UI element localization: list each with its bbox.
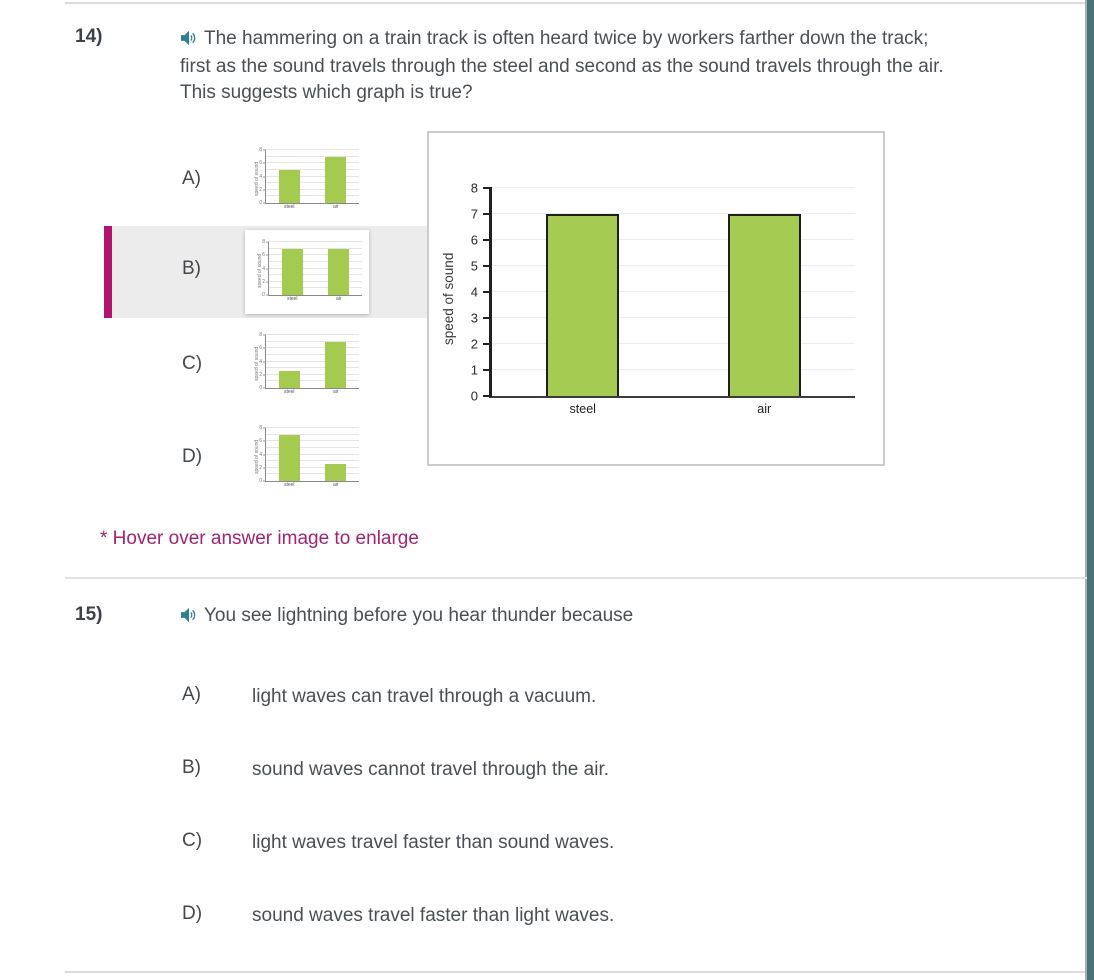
axis-tick-label: 6 (259, 438, 262, 445)
axis-tick (483, 343, 492, 345)
plot-area (262, 239, 362, 302)
axis-tick-label: 2 (470, 336, 478, 352)
axis-tick-label: 2 (262, 278, 265, 285)
plot-area (259, 147, 359, 210)
axis-tick-label: 0 (259, 200, 262, 206)
axis-tick (266, 281, 269, 282)
bar-air (325, 342, 346, 388)
y-axis-label: speed of sound (257, 253, 263, 288)
axis-tick (263, 388, 266, 389)
axis-tick (266, 255, 269, 256)
q15-option-a-text: light waves can travel through a vacuum. (252, 686, 597, 707)
axis-tick (263, 481, 266, 482)
q14-option-c-label: C) (182, 353, 203, 374)
axis-tick (263, 467, 266, 468)
axis-tick (266, 242, 269, 243)
bar-air (728, 214, 801, 396)
axis-tick (263, 150, 266, 151)
axis-tick-label: 4 (259, 358, 262, 365)
category-label: air (332, 389, 339, 395)
axis-tick (483, 239, 492, 241)
axis-tick (263, 203, 266, 204)
axis-tick-label: 4 (470, 284, 478, 300)
axis-tick (483, 317, 492, 319)
gridline (492, 187, 855, 188)
axis-tick-label: 6 (470, 232, 478, 248)
gridline (269, 241, 362, 242)
q15-option-d-label: D) (182, 903, 203, 924)
axis-tick-label: 4 (259, 451, 262, 458)
bar-steel (282, 249, 303, 295)
question-14-text (180, 26, 1040, 106)
axis-tick-label: 7 (470, 206, 478, 222)
question-15-number: 15) (75, 604, 103, 625)
axis-tick-label: 3 (470, 310, 478, 326)
q15-option-b-label: B) (182, 757, 201, 778)
y-axis-label: speed of sound (254, 346, 260, 381)
plot-area (259, 425, 359, 488)
q14-option-d-thumbnail[interactable] (245, 423, 363, 493)
category-label: steel (569, 402, 596, 416)
q14-option-d-label: D) (182, 446, 203, 467)
axis-tick (266, 295, 269, 296)
axis-tick (263, 428, 266, 429)
selection-marker (104, 226, 112, 318)
bottom-divider (65, 971, 1085, 973)
q14-option-c-thumbnail[interactable] (245, 330, 363, 400)
category-label: steel (283, 482, 295, 488)
question-14-number: 14) (75, 26, 103, 47)
axis-tick-label: 0 (262, 292, 265, 298)
y-axis-label: speed of sound (254, 439, 260, 474)
gridline (266, 149, 359, 150)
window-edge-strip (1087, 0, 1094, 980)
q14-option-a[interactable] (104, 140, 427, 226)
plot-area (470, 180, 855, 416)
category-label: air (332, 482, 339, 488)
q15-option-d-text: sound waves travel faster than light waves. (252, 905, 615, 926)
axis-tick-label: 8 (259, 332, 262, 338)
gridline (266, 334, 359, 335)
axis-tick (263, 454, 266, 455)
axis-tick (263, 335, 266, 336)
y-axis-label: speed of sound (441, 252, 456, 345)
axis-tick-label: 6 (262, 252, 265, 259)
q15-option-b-text: sound waves cannot travel through the air. (252, 759, 610, 780)
axis-tick-label: 6 (259, 345, 262, 352)
axis-tick (483, 187, 492, 189)
category-label: air (335, 296, 342, 302)
bar-steel (279, 435, 300, 481)
plot-area (259, 332, 359, 395)
q15-option-a-label: A) (182, 684, 201, 705)
question-14-line-2: first as the sound travels through the steel and second as the sound travels through the air. (180, 56, 944, 77)
axis-tick-label: 2 (259, 464, 262, 471)
axis-tick-label: 0 (470, 388, 478, 404)
axis-tick (263, 441, 266, 442)
category-label: steel (283, 389, 295, 395)
bar-air (328, 249, 349, 295)
bar-steel (279, 170, 300, 203)
category-label: steel (286, 296, 298, 302)
axis-tick-label: 2 (259, 186, 262, 193)
preview-chart (429, 133, 883, 464)
question-14-line-1: The hammering on a train track is often heard twice by workers farther down the track; (204, 28, 929, 49)
bar-air (325, 157, 346, 203)
q15-option-d[interactable] (104, 903, 984, 929)
axis-tick (263, 189, 266, 190)
question-14-line-3: This suggests which graph is true? (180, 82, 473, 103)
axis-tick-label: 0 (259, 478, 262, 484)
axis-tick (483, 291, 492, 293)
bar-air (325, 464, 346, 481)
axis-tick-label: 4 (259, 173, 262, 180)
q14-option-b-thumbnail[interactable] (248, 237, 366, 307)
axis-tick-label: 5 (470, 258, 478, 274)
bar-steel (279, 371, 300, 388)
q14-option-a-thumbnail[interactable] (245, 145, 363, 215)
axis-tick (263, 361, 266, 362)
gridline (266, 427, 359, 428)
axis-tick-label: 8 (259, 425, 262, 431)
question-15-text (180, 603, 1060, 631)
speaker-icon[interactable] (180, 605, 198, 631)
bar-steel (546, 214, 619, 396)
axis-tick (483, 369, 492, 371)
answer-preview-panel (427, 131, 885, 466)
q15-option-c-label: C) (182, 830, 203, 851)
axis-tick-label: 1 (470, 362, 478, 378)
speaker-icon[interactable] (180, 28, 198, 54)
axis-tick (263, 176, 266, 177)
axis-tick-label: 8 (259, 147, 262, 153)
axis-tick (266, 268, 269, 269)
q14-option-a-label: A) (182, 168, 201, 189)
q15-option-a[interactable] (104, 684, 984, 710)
axis-tick (483, 265, 492, 267)
category-label: air (757, 402, 772, 416)
axis-tick (483, 395, 492, 397)
axis-tick-label: 6 (259, 160, 262, 167)
top-divider (65, 2, 1087, 4)
question-15-text-content: You see lightning before you hear thunder because (204, 605, 634, 626)
axis-tick-label: 8 (262, 239, 265, 245)
axis-tick (263, 374, 266, 375)
axis-tick (263, 163, 266, 164)
q15-option-c-text: light waves travel faster than sound waves. (252, 832, 615, 853)
hover-note: * Hover over answer image to enlarge (100, 528, 419, 549)
category-label: steel (283, 204, 295, 210)
axis-tick-label: 8 (470, 180, 478, 196)
category-label: air (332, 204, 339, 210)
q14-option-b-label: B) (182, 258, 201, 279)
axis-tick (263, 348, 266, 349)
axis-tick-label: 0 (259, 385, 262, 391)
q14-option-c[interactable] (104, 325, 427, 405)
axis-tick-label: 4 (262, 265, 265, 272)
q15-option-c[interactable] (104, 830, 984, 856)
y-axis-label: speed of sound (254, 161, 260, 196)
q14-option-b-card[interactable] (245, 230, 369, 314)
q14-option-d[interactable] (104, 418, 427, 498)
question-divider (65, 577, 1087, 579)
q14-option-b[interactable] (104, 226, 427, 318)
axis-tick (483, 213, 492, 215)
q15-option-b[interactable] (104, 757, 984, 783)
axis-tick-label: 2 (259, 371, 262, 378)
